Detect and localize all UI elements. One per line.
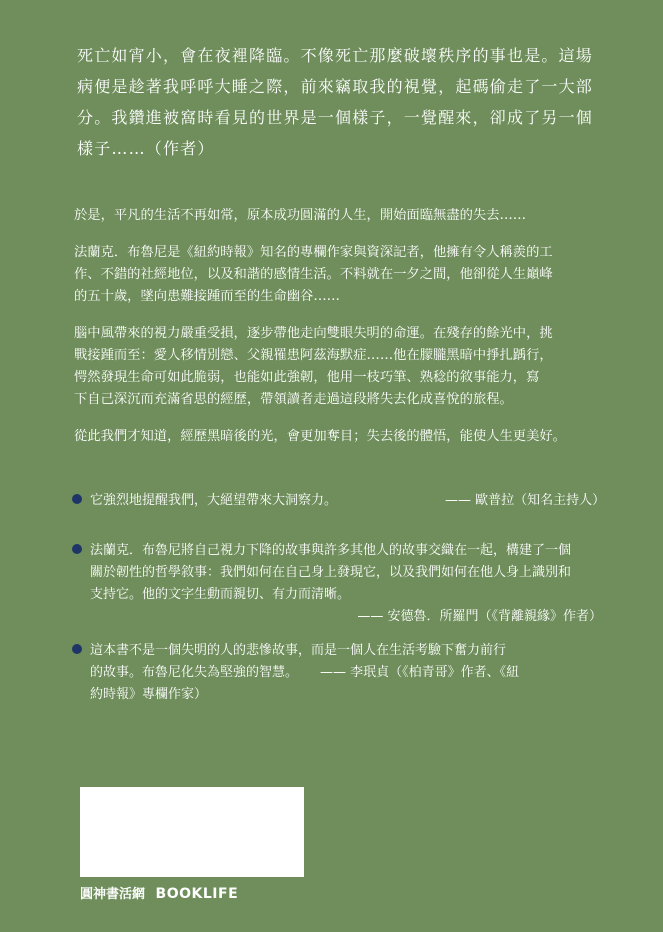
author-quote-line: 樣子……（作者） [77,139,215,158]
endorsement-text: 法蘭克．布魯尼將自己視力下降的故事與許多其他人的故事交織在一起，構建了一個 [90,543,572,558]
publisher-brand: BOOKLIFE [155,886,239,902]
endorsement-attribution-cont: 約時報》專欄作家） [90,687,208,702]
synopsis-line: 於是，平凡的生活不再如常，原本成功圓滿的人生，開始面臨無盡的失去…… [74,208,527,223]
synopsis [74,205,596,463]
author-quote [77,40,597,164]
endorsement-text: 支持它。他的文字生動而親切、有力而清晰。 [90,587,351,602]
endorsement-text: 關於韌性的哲學敘事：我們如何在自己身上發現它，以及我們如何在他人身上識別和 [90,565,572,580]
bullet-dot [72,494,82,504]
endorsement-text: 的故事。布魯尼化失為堅強的智慧。 [90,665,299,680]
synopsis-line: 作、不錯的社經地位，以及和諧的感情生活。不料就在一夕之間，他卻從人生巔峰 [74,267,553,282]
author-quote-line: 死亡如宵小，會在夜裡降臨。不像死亡那麼破壞秩序的事也是。這場 [77,46,594,65]
endorsement-attribution: —— 歐普拉（知名主持人） [445,493,606,508]
endorsement-text-line [90,662,602,684]
publisher-name: 圓神書活網 [80,887,146,902]
endorsement-lee [72,640,602,706]
bullet-dot [72,644,82,654]
synopsis-line: 愕然發現生命可如此脆弱，也能如此強韌，他用一枝巧筆、熟稔的敘事能力，寫 [74,370,540,385]
author-quote-line: 病便是趁著我呼呼大睡之際，前來竊取我的視覺，起碼偷走了一大部 [77,77,594,96]
endorsement-attribution: —— 李珉貞（《柏青哥》作者、《紐 [320,665,520,680]
synopsis-line: 腦中風帶來的視力嚴重受損，逐步帶他走向雙眼失明的命運。在殘存的餘光中，挑 [74,326,553,341]
endorsement-oprah [72,490,606,512]
synopsis-line: 的五十歲，墜向患難接踵而至的生命幽谷…… [74,289,340,304]
synopsis-paragraph [74,205,596,227]
synopsis-paragraph [74,323,596,411]
synopsis-line: 戰接踵而至：愛人移情別戀、父親罹患阿茲海默症……他在朦朧黑暗中掙扎踽行， [74,348,553,363]
endorsement-solomon [72,540,602,628]
endorsement-text: 它強烈地提醒我們，大絕望帶來大洞察力。 [90,493,338,508]
synopsis-line: 下自己深沉而充滿省思的經歷，帶領讀者走過這段將失去化成喜悅的旅程。 [74,392,513,407]
synopsis-paragraph [74,242,596,308]
author-quote-line: 分。我鑽進被窩時看見的世界是一個樣子，一覺醒來，卻成了另一個 [77,108,594,127]
synopsis-line: 從此我們才知道，經歷黑暗後的光，會更加奪目；失去後的體悟，能使人生更美好。 [74,429,566,444]
barcode-area [80,787,304,877]
endorsement-attribution: —— 安德魯．所羅門（《背離親緣》作者） [357,609,602,624]
endorsement-text: 這本書不是一個失明的人的悲慘故事，而是一個人在生活考驗下奮力前行 [90,643,507,658]
bullet-dot [72,544,82,554]
synopsis-line: 法蘭克．布魯尼是《紐約時報》知名的專欄作家與資深記者，他擁有令人稱羨的工 [74,245,553,260]
synopsis-paragraph [74,426,596,448]
publisher-logo [80,883,238,902]
